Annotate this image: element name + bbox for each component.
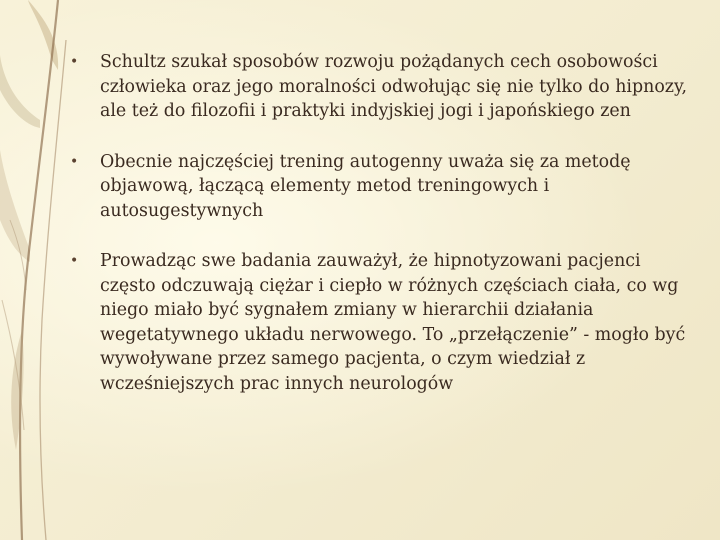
bullet-text: Obecnie najczęściej trening autogenny uważa się za metodę objawową, łączącą elementy metod treningowych i autosugestywnych (100, 151, 631, 221)
bullet-text: Schultz szukał sposobów rozwoju pożądanych cech osobowości człowieka oraz jego moralności odwołując się nie tylko do hipnozy, ale też do filozofii i praktyki indyjskiej jogi i japońskiego zen (100, 52, 687, 121)
bullet-item (70, 150, 690, 224)
bullet-text: Prowadząc swe badania zauważył, że hipnotyzowani pacjenci często odczuwają ciężar i ciepło w różnych częściach ciała, co wg niego miało być sygnałem zmiany w hierarchii działania wegetatywnego układu nerwowego. To „przełączenie” - mogło być wywoływane przez samego pacjenta, o czym wiedział z wcześniejszych prac innych neurologów (100, 251, 686, 394)
leaf-shape (0, 150, 30, 262)
stem (40, 40, 66, 540)
stem (20, 0, 58, 540)
bullet-item (70, 249, 690, 396)
bullet-item (70, 50, 690, 124)
bullet-dot-icon: • (70, 253, 79, 269)
slide-content (70, 50, 690, 422)
bullet-dot-icon: • (70, 54, 79, 70)
bullet-dot-icon: • (70, 153, 79, 170)
leaf-shape (0, 55, 40, 128)
